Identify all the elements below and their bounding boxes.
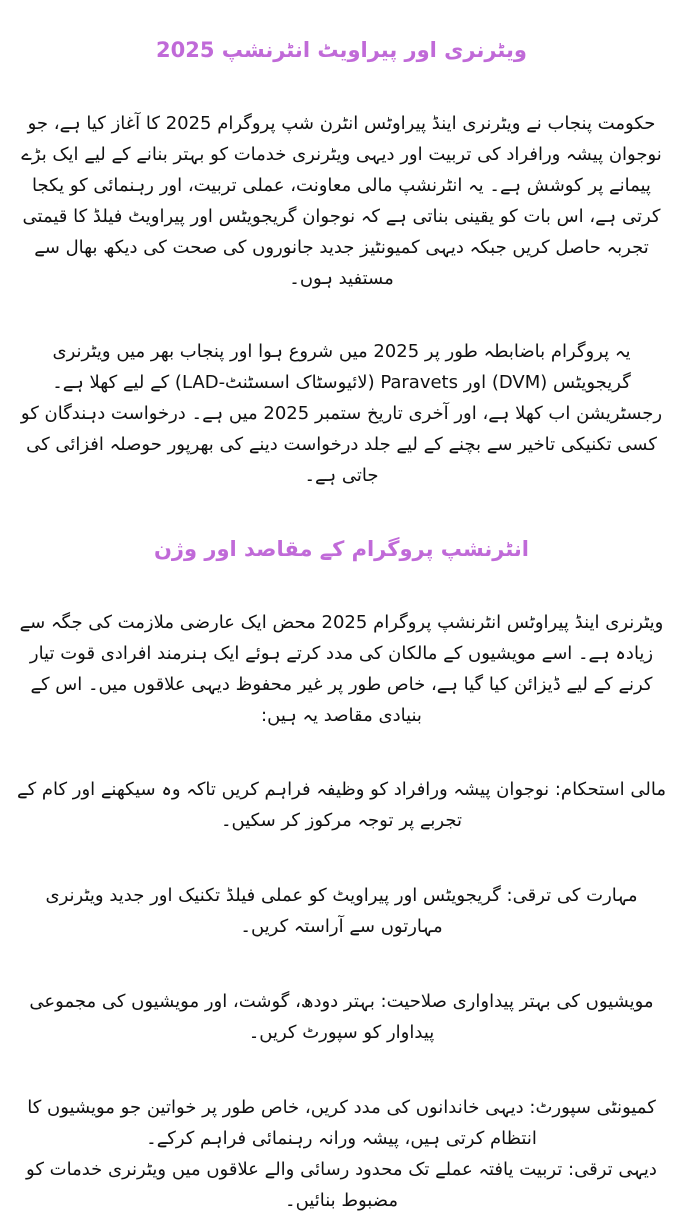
section-heading-objectives: انٹرنشپ پروگرام کے مقاصد اور وژن [154, 537, 529, 561]
objective-financial-stability: مالی استحکام: نوجوان پیشہ ورافراد کو وظیفہ فراہم کریں تاکہ وہ سیکھنے اور کام کے تجربے پر توجہ مرکوز کر سکیں۔ [17, 779, 666, 831]
objectives-intro-paragraph: ویٹرنری اینڈ پیراوٹس انٹرنشپ پروگرام 2025 محض ایک عارضی ملازمت کی جگہ سے زیادہ ہے۔ اسے مویشیوں کے مالکان کی مدد کرتے ہوئے ایک ہنرمند افرادی قوت تیار کرنے کے لیے ڈیزائن کیا گیا ہے، خاص طور پر غیر محفوظ دیہی علاقوں میں۔ اس کے بنیادی مقاصد یہ ہیں: [19, 612, 664, 726]
objective-rural-development: دیہی ترقی: تربیت یافتہ عملے تک محدود رسائی والے علاقوں میں ویٹرنری خدمات کو مضبوط بنائیں۔ [26, 1159, 657, 1211]
page-title: ویٹرنری اور پیراویٹ انٹرنشپ 2025 [156, 38, 527, 62]
objective-skill-development: مہارت کی ترقی: گریجویٹس اور پیراویٹ کو عملی فیلڈ تکنیک اور جدید ویٹرنری مہارتوں سے آراستہ کریں۔ [45, 885, 638, 937]
objective-livestock-productivity: مویشیوں کی بہتر پیداواری صلاحیت: بہتر دودھ، گوشت، اور مویشیوں کی مجموعی پیداوار کو سپورٹ کریں۔ [29, 991, 654, 1043]
intro-paragraph: حکومت پنجاب نے ویٹرنری اینڈ پیراوٹس انٹرن شپ پروگرام 2025 کا آغاز کیا ہے، جو نوجوان پیشہ ورافراد کی تربیت اور دیہی ویٹرنری خدمات کو بہتر بنانے کے لیے ایک بڑے پیمانے پر کوشش ہے۔ یہ انٹرنشپ مالی معاونت، عملی تربیت، اور رہنمائی کو یکجا کرتی ہے، اس بات کو یقینی بناتی ہے کہ نوجوان گریجویٹس اور پیراویٹ فیلڈ کا قیمتی تجربہ حاصل کریں جبکہ دیہی کمیونٹیز جدید جانوروں کی صحت کی دیکھ بھال سے مستفید ہوں۔ [21, 113, 662, 289]
launch-paragraph: یہ پروگرام باضابطہ طور پر 2025 میں شروع ہوا اور پنجاب بھر میں ویٹرنری گریجویٹس (DVM) اور Paravets (لائیوسٹاک اسسٹنٹ-LAD) کے لیے کھلا ہے۔ رجسٹریشن اب کھلا ہے، اور آخری تاریخ ستمبر 2025 میں ہے۔ درخواست دہندگان کو کسی تکنیکی تاخیر سے بچنے کے لیے جلد درخواست دینے کی بھرپور حوصلہ افزائی کی جاتی ہے۔ [20, 341, 663, 486]
objective-community-support: کمیونٹی سپورٹ: دیہی خاندانوں کی مدد کریں، خاص طور پر خواتین جو مویشیوں کا انتظام کرتی ہیں، پیشہ ورانہ رہنمائی فراہم کرکے۔ [27, 1097, 656, 1149]
